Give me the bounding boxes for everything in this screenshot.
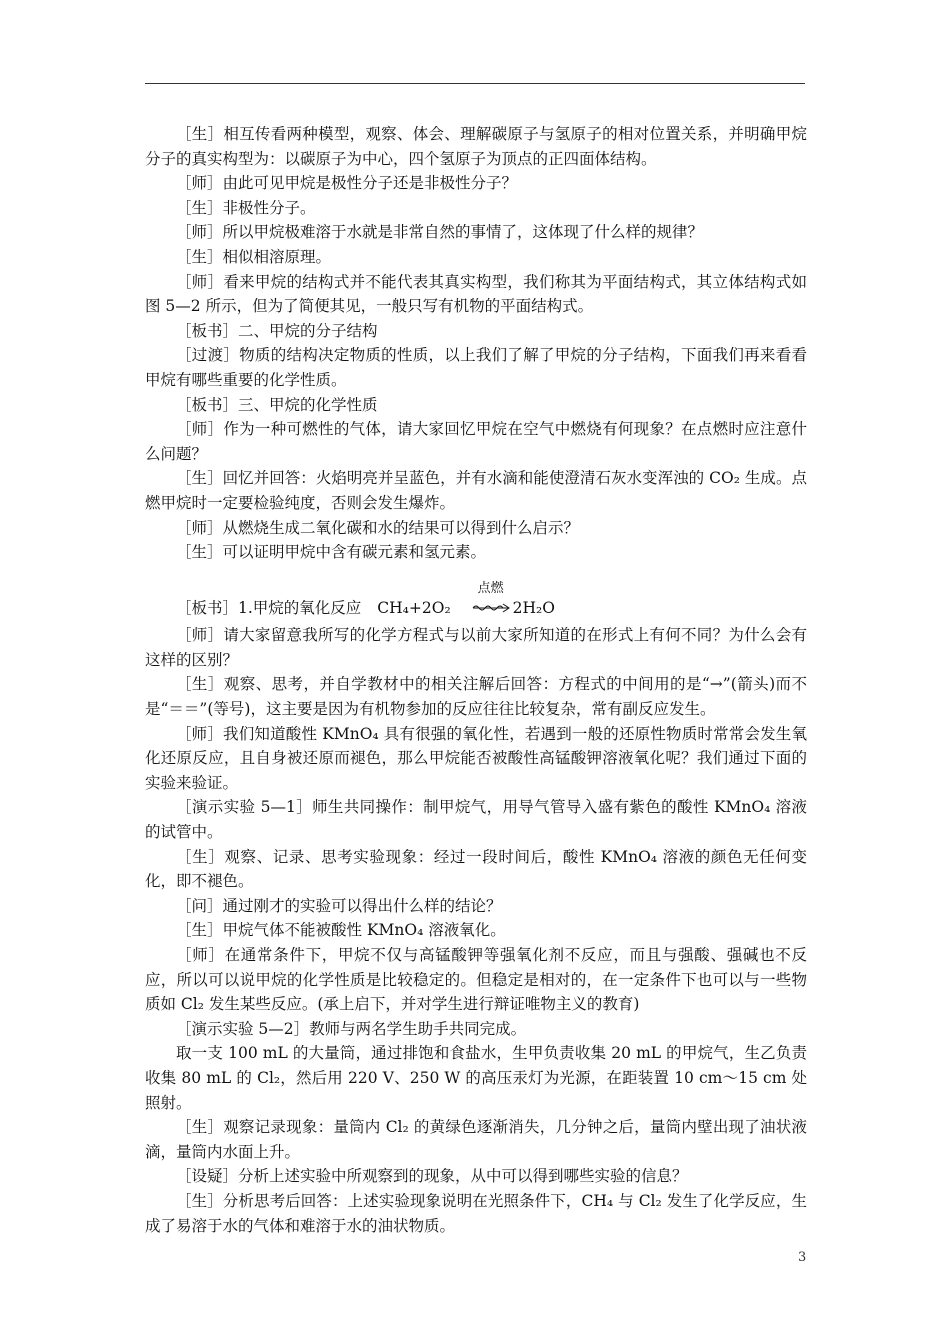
paragraph: ［师］由此可见甲烷是极性分子还是非极性分子？ [176, 174, 518, 193]
paragraph: ［师］看来甲烷的结构式并不能代表其真实构型，我们称其为平面结构式，其立体结构式如图 5—2 所示，但为了简便其见，一般只写有机物的平面结构式。 [145, 272, 807, 316]
paragraph: ［师］从燃烧生成二氧化碳和水的结果可以得到什么启示？ [176, 518, 580, 537]
reaction-condition: 点燃 [477, 581, 504, 597]
page-number: 3 [798, 1250, 807, 1265]
paragraph: ［生］可以证明甲烷中含有碳元素和氢元素。 [176, 543, 487, 562]
paragraph: ［师］我们知道酸性 KMnO₄ 具有很强的氧化性，若遇到一般的还原性物质时常常会发生氧化还原反应，且自身被还原而褪色，那么甲烷能否被酸性高锰酸钾溶液氧化呢？我们通过下面的实验来验证。 [145, 724, 807, 792]
header-rule [145, 83, 805, 84]
paragraph: ［问］通过刚才的实验可以得出什么样的结论？ [176, 896, 502, 915]
equation-line [145, 581, 807, 623]
reaction-arrow-icon [471, 581, 511, 615]
paragraph: ［生］相互传看两种模型，观察、体会、理解碳原子与氢原子的相对位置关系，并明确甲烷分子的真实构型为：以碳原子为中心，四个氢原子为顶点的正四面体结构。 [145, 125, 807, 168]
paragraph: ［生］非极性分子。 [176, 198, 316, 217]
equation-reactants: CH₄+2O₂ [377, 599, 451, 618]
paragraph: ［生］观察记录现象：量筒内 Cl₂ 的黄绿色逐渐消失，几分钟之后，量筒内壁出现了油状液滴，量筒内水面上升。 [145, 1118, 807, 1161]
paragraph: ［师］所以甲烷极难溶于水就是非常自然的事情了，这体现了什么样的规律？ [176, 223, 704, 242]
paragraph: ［板书］三、甲烷的化学性质 [176, 395, 378, 414]
paragraph: ［设疑］分析上述实验中所观察到的现象，从中可以得到哪些实验的信息？ [176, 1167, 688, 1186]
paragraph: ［师］请大家留意我所写的化学方程式与以前大家所知道的在形式上有何不同？为什么会有这样的区别？ [145, 626, 807, 669]
paragraph: ［生］分析思考后回答：上述实验现象说明在光照条件下，CH₄ 与 Cl₂ 发生了化学反应，生成了易溶于水的气体和难溶于水的油状物质。 [145, 1191, 807, 1235]
paragraph: ［演示实验 5—2］教师与两名学生助手共同完成。 [176, 1019, 527, 1038]
paragraph: ［生］回忆并回答：火焰明亮并呈蓝色，并有水滴和能使澄清石灰水变浑浊的 CO₂ 生成。点燃甲烷时一定要检验纯度，否则会发生爆炸。 [145, 469, 807, 512]
document-body [145, 122, 807, 1238]
paragraph: ［板书］二、甲烷的分子结构 [176, 321, 378, 340]
paragraph: ［生］相似相溶原理。 [176, 247, 332, 266]
paragraph: ［师］作为一种可燃性的气体，请大家回忆甲烷在空气中燃烧有何现象？在点燃时应注意什么问题？ [145, 420, 807, 463]
paragraph: 取一支 100 mL 的大量筒，通过排饱和食盐水，生甲负责收集 20 mL 的甲烷气，生乙负责收集 80 mL 的 Cl₂，然后用 220 V、250 W 的高压汞灯为光源，在距装置 10 cm～15 cm 处照射。 [145, 1044, 807, 1112]
paragraph: ［生］观察、思考，并自学教材中的相关注解后回答：方程式的中间用的是“→”(箭头)而不是“＝＝”(等号)，这主要是因为有机物参加的反应往往比较复杂，常有副反应发生。 [145, 675, 807, 719]
paragraph: ［演示实验 5—1］师生共同操作：制甲烷气，用导气管导入盛有紫色的酸性 KMnO₄ 溶液的试管中。 [145, 798, 807, 842]
paragraph: ［生］观察、记录、思考实验现象：经过一段时间后，酸性 KMnO₄ 溶液的颜色无任何变化，即不褪色。 [145, 847, 807, 891]
paragraph: ［过渡］物质的结构决定物质的性质，以上我们了解了甲烷的分子结构，下面我们再来看看甲烷有哪些重要的化学性质。 [145, 346, 807, 389]
equation-label: ［板书］1.甲烷的氧化反应 [176, 599, 362, 618]
paragraph: ［师］在通常条件下，甲烷不仅与高锰酸钾等强氧化剂不反应，而且与强酸、强碱也不反应，所以可以说甲烷的化学性质是比较稳定的。但稳定是相对的，在一定条件下也可以与一些物质如 Cl₂ 发生某些反应。(承上启下，并对学生进行辩证唯物主义的教育) [145, 946, 807, 1014]
paragraph: ［生］甲烷气体不能被酸性 KMnO₄ 溶液氧化。 [176, 921, 506, 940]
equation-products: 2H₂O [512, 599, 555, 618]
